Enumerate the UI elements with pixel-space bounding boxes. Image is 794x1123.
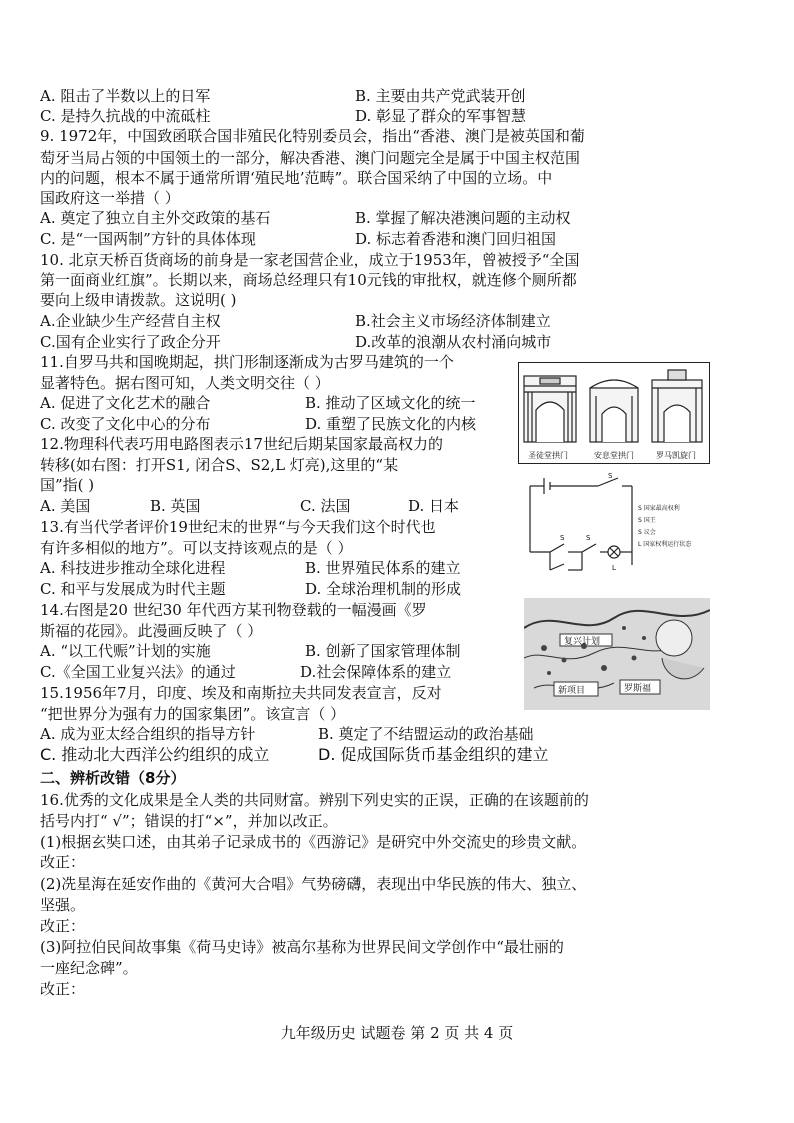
q15-option-b: B. 奠定了不结盟运动的政治基础	[318, 725, 534, 743]
q8-option-d: D. 彰显了群众的军事智慧	[355, 107, 527, 125]
q13-stem-line1: 13.有当代学者评价19世纪末的世界“与今天我们这个时代也	[40, 518, 436, 536]
q15-stem-line1: 15.1956年7月，印度、埃及和南斯拉夫共同发表宣言，反对	[40, 684, 442, 702]
q9-stem-line2: 萄牙当局占领的中国领土的一部分，解决香港、澳门问题完全是属于中国主权范围	[40, 149, 581, 167]
legend-item-1: S 国家最高权利	[638, 505, 680, 512]
q9-stem-line1: 9. 1972年，中国致函联合国非殖民化特别委员会，指出“香港、澳门是被英国和葡	[40, 127, 585, 145]
q16-stem-line2: 括号内打“ √”；错误的打“×”，并加以改正。	[40, 812, 338, 830]
arch-label-3: 罗马凯旋门	[656, 451, 696, 460]
cartoon-label-new-project: 新项目	[558, 686, 586, 696]
q11-stem-line1: 11.自罗马共和国晚期起，拱门形制逐渐成为古罗马建筑的一个	[40, 353, 454, 371]
q14-stem-line1: 14.右图是20 世纪30 年代西方某刊物登载的一幅漫画《罗	[40, 601, 427, 619]
q15-option-a: A. 成为亚太经合组织的指导方针	[40, 725, 256, 743]
q10-option-c: C.国有企业实行了政企分开	[40, 333, 221, 351]
q11-option-c: C. 改变了文化中心的分布	[40, 415, 211, 433]
q14-option-c: C.《全国工业复兴法》的通过	[40, 663, 236, 681]
q11-option-b: B. 推动了区域文化的统一	[305, 394, 476, 412]
q11-option-a: A. 促进了文化艺术的融合	[40, 394, 211, 412]
q13-option-d: D. 全球治理机制的形成	[305, 580, 462, 598]
q12-option-d: D. 日本	[408, 497, 460, 515]
legend-item-4: L 国家权利运行状态	[638, 541, 692, 548]
legend-item-3: S 议会	[638, 529, 656, 536]
q12-option-c: C. 法国	[300, 497, 351, 515]
arch-label-1: 圣徒堂拱门	[528, 451, 568, 460]
arch-figure	[518, 362, 710, 464]
q14-option-a: A. “以工代赈”计划的实施	[40, 642, 211, 660]
q9-option-c: C. 是“一国两制”方针的具体体现	[40, 230, 256, 248]
q8-option-a: A. 阻击了半数以上的日军	[40, 87, 211, 105]
switch-s1-label: S	[560, 534, 565, 542]
q10-stem-line1: 10. 北京天桥百货商场的前身是一家老国营企业，成立于1953年，曾被授予“全国	[40, 251, 580, 269]
q16-item-2-correction: 改正：	[40, 917, 86, 935]
q16-item-3-line2: 一座纪念碑”。	[40, 959, 138, 977]
q8-option-c: C. 是持久抗战的中流砥柱	[40, 107, 211, 125]
q10-stem-line2: 第一面商业红旗”。长期以来，商场总经理只有10元钱的审批权，就连修个厕所都	[40, 271, 577, 289]
section-title-correction: 二、辨析改错（8分）	[40, 769, 186, 787]
q16-item-2-line1: (2)冼星海在延安作曲的《黄河大合唱》气势磅礴，表现出中华民族的伟大、独立、	[40, 875, 587, 893]
q16-item-3-correction: 改正：	[40, 980, 86, 998]
q12-option-a: A. 美国	[40, 497, 91, 515]
q11-stem-line2: 显著特色。据右图可知，人类文明交往（ ）	[40, 374, 330, 392]
q11-option-d: D. 重塑了民族文化的内核	[305, 415, 477, 433]
q9-option-b: B. 掌握了解决港澳问题的主动权	[355, 209, 571, 227]
q16-item-1: (1)根据玄奘口述，由其弟子记录成书的《西游记》是研究中外交流史的珍贵文献。	[40, 833, 587, 851]
q12-stem-line3: 国”指( )	[40, 476, 95, 494]
q13-option-a: A. 科技进步推动全球化进程	[40, 559, 226, 577]
q15-stem-line2: “把世界分为强有力的国家集团”。该宣言（ ）	[40, 705, 346, 723]
q9-option-d: D. 标志着香港和澳门回归祖国	[355, 230, 557, 248]
q10-stem-line3: 要向上级申请拨款。这说明( )	[40, 291, 237, 309]
q12-stem-line1: 12.物理科代表巧用电路图表示17世纪后期某国家最高权力的	[40, 435, 443, 453]
q13-option-c: C. 和平与发展成为时代主题	[40, 580, 226, 598]
switch-s2-label: S	[586, 534, 591, 542]
switch-s-label: S	[608, 472, 613, 480]
q8-option-b: B. 主要由共产党武装开创	[355, 87, 526, 105]
q12-option-b: B. 英国	[150, 497, 201, 515]
cartoon-label-roosevelt: 罗斯福	[624, 684, 652, 694]
q10-option-b: B.社会主义市场经济体制建立	[355, 312, 551, 330]
arch-label-2: 安息堂拱门	[594, 451, 634, 460]
q9-stem-line4: 国政府这一举措（ ）	[40, 189, 180, 207]
legend-item-2: S 国王	[638, 517, 656, 524]
q14-option-b: B. 创新了国家管理体制	[305, 642, 461, 660]
q13-option-b: B. 世界殖民体系的建立	[305, 559, 461, 577]
q16-stem-line1: 16.优秀的文化成果是全人类的共同财富。辨别下列史实的正误，正确的在该题前的	[40, 791, 589, 809]
q16-item-3-line1: (3)阿拉伯民间故事集《荷马史诗》被高尔基称为世界民间文学创作中“最壮丽的	[40, 938, 564, 956]
q15-option-d: D. 促成国际货币基金组织的建立	[318, 745, 549, 764]
q13-stem-line2: 有许多相似的地方”。可以支持该观点的是（ ）	[40, 539, 353, 557]
page-footer: 九年级历史 试题卷 第 2 页 共 4 页	[280, 1024, 514, 1042]
q14-option-d: D.社会保障体系的建立	[300, 663, 452, 681]
q9-option-a: A. 奠定了独立自主外交政策的基石	[40, 209, 271, 227]
q14-stem-line2: 斯福的花园》。此漫画反映了（ ）	[40, 622, 263, 640]
q10-option-d: D.改革的浪潮从农村涌向城市	[355, 333, 552, 351]
circuit-figure	[520, 470, 710, 585]
cartoon-figure	[524, 598, 710, 710]
cartoon-label-recovery: 复兴计划	[564, 637, 601, 647]
q10-option-a: A.企业缺少生产经营自主权	[40, 312, 221, 330]
q9-stem-line3: 内的问题，根本不属于通常所谓‘殖民地’范畴”。联合国采纳了中国的立场。中	[40, 169, 553, 187]
q15-option-c: C. 推动北大西洋公约组织的成立	[40, 745, 270, 764]
lamp-l-label: L	[612, 564, 616, 572]
q12-stem-line2: 转移(如右图：打开S1, 闭合S、S2,L 灯亮),这里的“某	[40, 456, 399, 474]
q16-item-1-correction: 改正：	[40, 853, 86, 871]
q16-item-2-line2: 坚强。	[40, 896, 86, 914]
